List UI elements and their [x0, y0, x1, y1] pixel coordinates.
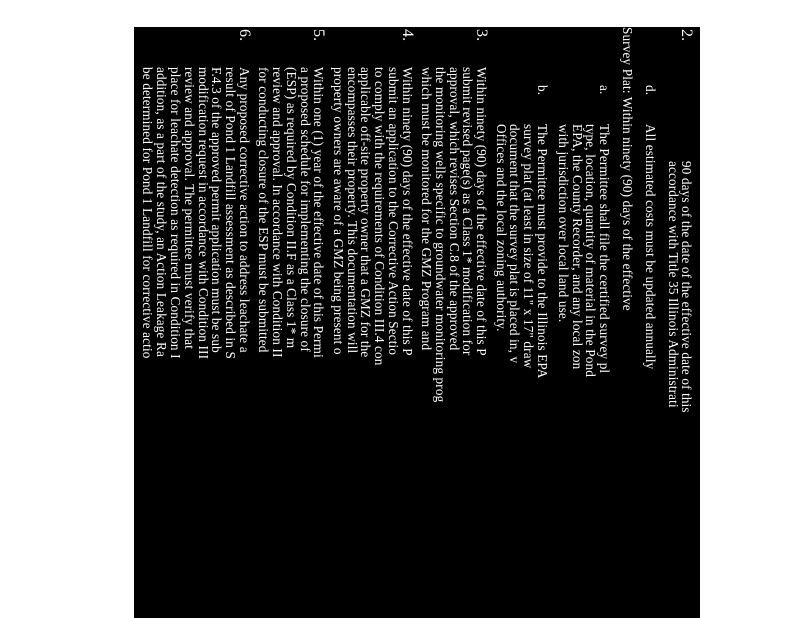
item-text-line: be determined for Pond 1 Landfill for corrective actio: [140, 67, 156, 359]
item-text-line: a proposed schedule for implementing the closure of: [297, 67, 313, 352]
item-text-line: document that the survey plat is placed in, v: [507, 124, 523, 364]
item-text-line: Offices and the local zoning authority.: [493, 124, 509, 332]
item-text-line: EPA, the County Recorder, and any local zon: [569, 124, 585, 370]
scanned-page: [134, 27, 700, 618]
item-text-line: The Permittee must provide to the Illinois EPA: [534, 124, 550, 379]
item-text-line: the monitoring wells specific to groundwater monitoring prog: [432, 67, 448, 403]
item-text-line: result of Pond 1 Landfill assessment as described in S: [223, 67, 239, 359]
item-text-line: Survey Plat: Within ninety (90) days of the effective: [619, 27, 635, 311]
item-text-line: review and approval. In accordance with Condition II: [270, 67, 286, 358]
item-text-line: type, location, quantity of material in the Pond: [583, 124, 599, 377]
sub-item-label: b.: [534, 85, 550, 96]
item-text-line: with jurisdiction over local land use.: [555, 124, 571, 323]
item-text-line: for conducting closure of the ESP must be submitted: [256, 67, 272, 353]
item-number: 4.: [398, 29, 416, 42]
item-text-line: All estimated costs must be updated annually: [643, 124, 659, 370]
item-number: 2.: [678, 29, 696, 42]
sub-item-label: d.: [643, 85, 659, 96]
item-text-line: Within one (1) year of the effective date of this Permi: [311, 67, 327, 358]
sub-item-label: a.: [597, 85, 613, 95]
item-text-line: Within ninety (90) days of the effective date of this P: [399, 67, 415, 356]
item-text-line: Within ninety (90) days of the effective date of this P: [474, 67, 490, 356]
item-text-line: (ESP) as required by Condition II.F as a Class 1* m: [283, 67, 299, 349]
item-text-line: The Permittee shall file the certified survey pl: [597, 124, 613, 374]
item-text-line: modification request in accordance with Condition III: [195, 67, 211, 360]
item-number: 5.: [310, 29, 328, 42]
item-text-line: addition, as a part of the study, an Action Leakage Ra: [154, 67, 170, 357]
item-text-line: accordance with Title 35 Illinois Administrati: [665, 161, 681, 408]
item-text-line: property owners are aware of a GMZ being present o: [330, 67, 346, 355]
item-text-line: approval, which revises Section C.8 of the approved: [446, 67, 462, 351]
item-text-line: encompasses their property. This documentation will: [344, 67, 360, 354]
item-number: 6.: [235, 29, 253, 42]
item-text-line: to comply with the requirements of Condition III.4 con: [372, 67, 388, 366]
item-text-line: submit revised page(s) as a Class 1* modification for: [460, 67, 476, 356]
item-text-line: Any proposed corrective action to address leachate a: [236, 67, 252, 353]
item-number: 3.: [473, 29, 491, 42]
item-text-line: which must be monitored for the GMZ Program and: [419, 67, 435, 351]
item-text-line: applicable off-site property owner that a GMZ for the: [358, 67, 374, 358]
item-text-line: survey plat (at least in size of 11" x 17" draw: [521, 124, 537, 369]
item-text-line: 90 days of the date of the effective date of this: [679, 161, 695, 413]
rotated-page-text: [134, 27, 700, 618]
item-text-line: place for leachate detection as required in Condition I: [168, 67, 184, 359]
item-text-line: review and approval. The permittee must verify that: [181, 67, 197, 350]
item-text-line: submit an application to the Corrective Action Sectio: [385, 67, 401, 356]
item-text-line: F.4.3 of the approved permit application must be sub: [209, 67, 225, 353]
